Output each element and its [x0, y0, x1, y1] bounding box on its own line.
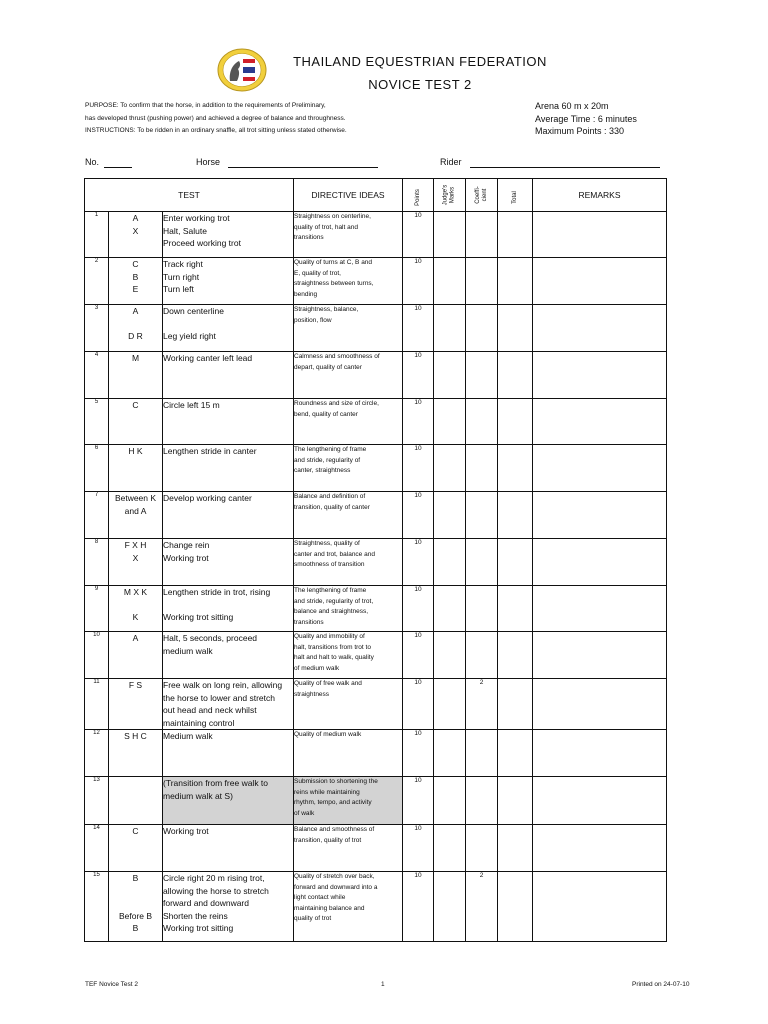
- directive-text: Straightness, balance,: [294, 306, 359, 313]
- marker-text: F S: [128, 680, 143, 690]
- purpose-text: [85, 100, 505, 138]
- movement-text: medium walk: [163, 645, 213, 656]
- movement-text: allowing the horse to stretch: [163, 885, 269, 896]
- movement-text: Leg yield right: [163, 331, 216, 341]
- marker-text: E: [132, 284, 139, 294]
- federation-logo: [217, 48, 267, 92]
- movement-cell: [163, 825, 294, 872]
- movement-number: 1: [85, 212, 109, 258]
- marker-text: C: [132, 826, 139, 836]
- movement-number: 9: [85, 586, 109, 632]
- directive-cell: [294, 492, 403, 539]
- movement-cell: [163, 679, 294, 730]
- marker-cell: [109, 679, 163, 730]
- directive-cell: [294, 399, 403, 445]
- total-cell[interactable]: [498, 399, 533, 445]
- total-cell[interactable]: [498, 258, 533, 305]
- movement-cell: [163, 258, 294, 305]
- points-cell: 10: [403, 492, 434, 539]
- points-cell: 10: [403, 258, 434, 305]
- table-row: [85, 679, 667, 730]
- remarks-cell[interactable]: [533, 632, 667, 679]
- judges-marks-cell[interactable]: [434, 679, 466, 730]
- rider-field[interactable]: [470, 167, 660, 168]
- movement-cell: [163, 445, 294, 492]
- table-row: [85, 352, 667, 399]
- marker-cell: [109, 352, 163, 399]
- movement-text: Develop working canter: [163, 493, 252, 503]
- remarks-cell[interactable]: [533, 679, 667, 730]
- movement-cell: [163, 352, 294, 399]
- movement-text: Turn left: [163, 284, 194, 294]
- average-time: Average Time : 6 minutes: [535, 113, 637, 124]
- judges-marks-cell[interactable]: [434, 632, 466, 679]
- movement-cell: [163, 586, 294, 632]
- judges-marks-cell[interactable]: [434, 399, 466, 445]
- movement-text: Halt, 5 seconds, proceed: [163, 633, 258, 643]
- movement-text: Working canter left lead: [163, 353, 253, 363]
- remarks-cell[interactable]: [533, 305, 667, 352]
- total-cell[interactable]: [498, 445, 533, 492]
- coefficient-cell: [466, 492, 498, 539]
- marker-cell: [109, 825, 163, 872]
- no-field[interactable]: [104, 167, 132, 168]
- points-cell: 10: [403, 872, 434, 942]
- movement-cell: [163, 872, 294, 942]
- marker-cell: [109, 399, 163, 445]
- movement-cell: [163, 730, 294, 777]
- marker-cell: [109, 730, 163, 777]
- directive-text: forward and downward into a: [294, 883, 378, 891]
- table-row: [85, 632, 667, 679]
- remarks-cell[interactable]: [533, 586, 667, 632]
- movement-cell: [163, 777, 294, 825]
- total-cell[interactable]: [498, 492, 533, 539]
- marker-text: S H C: [124, 731, 147, 741]
- movement-text: medium walk at S): [163, 790, 233, 801]
- directive-text: Calmness and smoothness of: [294, 353, 380, 360]
- coefficient-cell: 2: [466, 872, 498, 942]
- directive-cell: [294, 539, 403, 586]
- directive-text: halt and halt to walk, quality: [294, 654, 374, 661]
- marker-cell: [109, 258, 163, 305]
- total-cell[interactable]: [498, 777, 533, 825]
- judges-marks-cell[interactable]: [434, 445, 466, 492]
- purpose-line: has developed thrust (pushing power) and achieved a degree of balance and throughness.: [85, 114, 346, 122]
- points-cell: 10: [403, 679, 434, 730]
- movement-text: Medium walk: [163, 731, 213, 741]
- directive-text: Balance and definition of: [294, 493, 366, 500]
- movement-number: 11: [85, 679, 109, 730]
- footer-test-name: TEF Novice Test 2: [85, 981, 138, 988]
- test-sheet-table: [84, 178, 667, 942]
- points-cell: 10: [403, 212, 434, 258]
- directive-text: Quality of turns at C, B and: [294, 259, 373, 266]
- marker-text: C: [132, 259, 139, 269]
- marker-text: [109, 318, 162, 331]
- marker-text: [109, 237, 162, 250]
- table-row: [85, 730, 667, 777]
- total-cell[interactable]: [498, 679, 533, 730]
- movement-text: Lengthen stride in canter: [163, 446, 257, 456]
- movement-number: 3: [85, 305, 109, 352]
- table-row: [85, 539, 667, 586]
- directive-text: smoothness of transition: [294, 561, 365, 568]
- directive-text: Submission to shortening the: [294, 778, 378, 785]
- total-cell[interactable]: [498, 539, 533, 586]
- directive-text: depart, quality of canter: [294, 363, 362, 371]
- horse-label: Horse: [196, 157, 221, 167]
- directive-text: bending: [294, 290, 318, 298]
- directive-cell: [294, 352, 403, 399]
- directive-text: transition, quality of canter: [294, 503, 370, 511]
- points-cell: 10: [403, 825, 434, 872]
- marker-text: M: [131, 353, 140, 363]
- horse-field[interactable]: [228, 167, 378, 168]
- movement-number: 6: [85, 445, 109, 492]
- movement-text: [163, 599, 293, 612]
- marker-text: [109, 777, 162, 790]
- marker-text: C: [132, 400, 139, 410]
- movement-number: 8: [85, 539, 109, 586]
- marker-text: D R: [128, 331, 143, 341]
- footer-printed-date: Printed on 24-07-10: [632, 981, 690, 988]
- marker-text: H K: [128, 446, 143, 456]
- directive-text: maintaining balance and: [294, 904, 365, 912]
- no-label: No.: [85, 157, 100, 167]
- remarks-cell[interactable]: [533, 445, 667, 492]
- movement-cell: [163, 632, 294, 679]
- points-cell: 10: [403, 352, 434, 399]
- marker-text: B: [132, 271, 139, 282]
- movement-text: Shorten the reins: [163, 910, 228, 921]
- remarks-cell[interactable]: [533, 258, 667, 305]
- coefficient-cell: [466, 586, 498, 632]
- movement-text: [163, 318, 293, 331]
- coefficient-cell: [466, 352, 498, 399]
- directive-text: quality of trot, halt and: [294, 223, 358, 231]
- remarks-cell[interactable]: [533, 352, 667, 399]
- directive-text: reins while maintaining: [294, 788, 360, 796]
- table-row: [85, 305, 667, 352]
- coefficient-cell: 2: [466, 679, 498, 730]
- judges-marks-cell[interactable]: [434, 586, 466, 632]
- marker-cell: [109, 305, 163, 352]
- movement-text: Enter working trot: [163, 213, 230, 223]
- remarks-cell[interactable]: [533, 825, 667, 872]
- marker-cell: [109, 492, 163, 539]
- marker-text: [109, 897, 162, 910]
- movement-number: 12: [85, 730, 109, 777]
- points-cell: 10: [403, 777, 434, 825]
- remarks-cell[interactable]: [533, 777, 667, 825]
- table-row: [85, 258, 667, 305]
- coefficient-cell: [466, 445, 498, 492]
- total-cell[interactable]: [498, 632, 533, 679]
- directive-text: straightness between turns,: [294, 280, 374, 287]
- remarks-column-header: REMARKS: [533, 179, 667, 212]
- movement-text: Lengthen stride in trot, rising: [163, 587, 271, 597]
- directive-text: balance and straightness,: [294, 608, 369, 615]
- test-title: NOVICE TEST 2: [368, 77, 472, 92]
- directive-text: position, flow: [294, 316, 332, 324]
- movement-text: Track right: [163, 259, 203, 269]
- points-cell: 10: [403, 632, 434, 679]
- remarks-cell[interactable]: [533, 492, 667, 539]
- coefficient-cell: [466, 399, 498, 445]
- movement-text: Working trot: [163, 552, 209, 563]
- directive-text: rhythm, tempo, and activity: [294, 799, 372, 806]
- footer-page-number: 1: [381, 981, 385, 988]
- movement-text: (Transition from free walk to: [163, 778, 269, 788]
- directive-text: Balance and smoothness of: [294, 826, 375, 833]
- remarks-cell[interactable]: [533, 872, 667, 942]
- judges-marks-cell[interactable]: [434, 825, 466, 872]
- judges-marks-cell[interactable]: [434, 305, 466, 352]
- directive-text: Straightness, quality of: [294, 540, 360, 547]
- movement-number: 4: [85, 352, 109, 399]
- judges-marks-column-header: Judge's Marks: [434, 179, 466, 212]
- directive-text: Quality of stretch over back,: [294, 873, 375, 880]
- movement-text: out head and neck whilst: [163, 705, 257, 715]
- movement-text: the horse to lower and stretch: [163, 692, 275, 703]
- marker-text: B: [132, 873, 139, 883]
- directive-text: halt, transitions from trot to: [294, 643, 371, 651]
- movement-text: Working trot: [163, 826, 209, 836]
- directive-column-header: DIRECTIVE IDEAS: [294, 179, 403, 212]
- marker-text: M X K: [123, 587, 148, 597]
- directive-cell: [294, 872, 403, 942]
- movement-number: 5: [85, 399, 109, 445]
- total-cell[interactable]: [498, 730, 533, 777]
- table-row: [85, 399, 667, 445]
- marker-text: X: [132, 552, 139, 563]
- directive-text: and stride, regularity of: [294, 456, 361, 464]
- table-row: [85, 586, 667, 632]
- movement-text: Circle left 15 m: [163, 400, 220, 410]
- purpose-line: PURPOSE: To confirm that the horse, in addition to the requirements of Preliminary,: [85, 102, 326, 109]
- movement-number: 2: [85, 258, 109, 305]
- movement-text: Turn right: [163, 271, 200, 282]
- movement-cell: [163, 492, 294, 539]
- total-cell[interactable]: [498, 212, 533, 258]
- directive-text: Quality of free walk and: [294, 680, 362, 687]
- directive-text: of walk: [294, 809, 315, 817]
- movement-cell: [163, 305, 294, 352]
- directive-text: Quality and immobility of: [294, 633, 365, 640]
- movement-cell: [163, 399, 294, 445]
- coefficient-column-header: Coeffi- cient: [466, 179, 498, 212]
- marker-text: F X H: [124, 540, 147, 550]
- arena-info: [535, 100, 637, 138]
- directive-cell: [294, 305, 403, 352]
- directive-text: of medium walk: [294, 664, 340, 672]
- directive-text: transitions: [294, 618, 324, 626]
- total-cell[interactable]: [498, 305, 533, 352]
- arena-size: Arena 60 m x 20m: [535, 101, 609, 111]
- coefficient-cell: [466, 258, 498, 305]
- remarks-cell[interactable]: [533, 539, 667, 586]
- test-column-header: TEST: [85, 179, 294, 212]
- marker-text: and A: [124, 505, 147, 516]
- judges-marks-cell[interactable]: [434, 492, 466, 539]
- directive-cell: [294, 777, 403, 825]
- remarks-cell[interactable]: [533, 212, 667, 258]
- marker-cell: [109, 445, 163, 492]
- movement-cell: [163, 212, 294, 258]
- table-row: [85, 212, 667, 258]
- movement-number: 7: [85, 492, 109, 539]
- movement-number: 13: [85, 777, 109, 825]
- table-row: [85, 825, 667, 872]
- marker-text: Before B: [118, 910, 153, 921]
- federation-title: THAILAND EQUESTRIAN FEDERATION: [293, 54, 547, 69]
- marker-text: A: [132, 633, 139, 643]
- marker-cell: [109, 632, 163, 679]
- marker-cell: [109, 212, 163, 258]
- points-cell: 10: [403, 399, 434, 445]
- directive-text: and stride, regularity of trot,: [294, 597, 374, 605]
- movement-text: forward and downward: [163, 898, 249, 908]
- directive-text: transitions: [294, 234, 324, 241]
- points-cell: 10: [403, 305, 434, 352]
- coefficient-cell: [466, 305, 498, 352]
- judges-marks-cell[interactable]: [434, 777, 466, 825]
- directive-text: The lengthening of frame: [294, 587, 367, 594]
- movement-text: Down centerline: [163, 306, 224, 316]
- directive-text: Roundness and size of circle,: [294, 400, 379, 407]
- directive-text: straightness: [294, 690, 330, 698]
- points-column-header: Points: [403, 179, 434, 212]
- directive-text: Straightness on centerline,: [294, 213, 371, 220]
- movement-text: Working trot sitting: [163, 612, 234, 622]
- marker-text: [109, 885, 162, 898]
- rider-label: Rider: [440, 157, 462, 167]
- total-cell[interactable]: [498, 825, 533, 872]
- points-cell: 10: [403, 586, 434, 632]
- directive-cell: [294, 679, 403, 730]
- directive-text: Quality of medium walk: [294, 731, 362, 738]
- judges-marks-cell[interactable]: [434, 258, 466, 305]
- directive-cell: [294, 212, 403, 258]
- movement-text: Circle right 20 m rising trot,: [163, 873, 265, 883]
- coefficient-cell: [466, 212, 498, 258]
- marker-text: Between K: [114, 493, 157, 503]
- directive-cell: [294, 258, 403, 305]
- table-row: [85, 777, 667, 825]
- judges-marks-cell[interactable]: [434, 539, 466, 586]
- movement-text: maintaining control: [163, 717, 235, 728]
- directive-cell: [294, 632, 403, 679]
- directive-cell: [294, 586, 403, 632]
- movement-text: Working trot sitting: [163, 923, 234, 933]
- directive-cell: [294, 730, 403, 777]
- movement-text: Free walk on long rein, allowing: [163, 680, 283, 690]
- marker-cell: [109, 586, 163, 632]
- marker-text: A: [132, 306, 139, 316]
- marker-text: X: [132, 225, 139, 236]
- coefficient-cell: [466, 730, 498, 777]
- table-row: [85, 445, 667, 492]
- movement-number: 14: [85, 825, 109, 872]
- remarks-cell[interactable]: [533, 730, 667, 777]
- judges-marks-cell[interactable]: [434, 212, 466, 258]
- judges-marks-cell[interactable]: [434, 352, 466, 399]
- remarks-cell[interactable]: [533, 399, 667, 445]
- instructions-line: INSTRUCTIONS: To be ridden in an ordinary snaffle, all trot sitting unless stated otherwise.: [85, 127, 347, 134]
- total-cell[interactable]: [498, 352, 533, 399]
- directive-text: bend, quality of canter: [294, 410, 358, 418]
- points-cell: 10: [403, 539, 434, 586]
- movement-number: 10: [85, 632, 109, 679]
- directive-text: transition, quality of trot: [294, 836, 362, 844]
- directive-cell: [294, 825, 403, 872]
- marker-text: A: [132, 213, 139, 223]
- movement-text: Proceed working trot: [163, 238, 241, 248]
- directive-text: E, quality of trot,: [294, 269, 341, 277]
- total-column-header: Total: [498, 179, 533, 212]
- directive-cell: [294, 445, 403, 492]
- coefficient-cell: [466, 632, 498, 679]
- coefficient-cell: [466, 825, 498, 872]
- marker-cell: [109, 872, 163, 942]
- points-cell: 10: [403, 445, 434, 492]
- directive-text: The lengthening of frame: [294, 446, 367, 453]
- movement-cell: [163, 539, 294, 586]
- directive-text: canter and trot, balance and: [294, 550, 375, 558]
- coefficient-cell: [466, 539, 498, 586]
- marker-text: K: [132, 612, 139, 622]
- movement-text: Change rein: [163, 540, 210, 550]
- movement-number: 15: [85, 872, 109, 942]
- table-row: [85, 492, 667, 539]
- table-header-row: [85, 179, 667, 212]
- movement-text: Halt, Salute: [163, 225, 207, 236]
- total-cell[interactable]: [498, 872, 533, 942]
- marker-cell: [109, 539, 163, 586]
- coefficient-cell: [466, 777, 498, 825]
- judges-marks-cell[interactable]: [434, 872, 466, 942]
- directive-text: quality of trot: [294, 915, 332, 922]
- directive-text: canter, straightness: [294, 467, 351, 474]
- marker-cell: [109, 777, 163, 825]
- directive-text: light contact while: [294, 894, 346, 901]
- judges-marks-cell[interactable]: [434, 730, 466, 777]
- marker-text: [109, 599, 162, 612]
- marker-text: B: [132, 923, 139, 933]
- maximum-points: Maximum Points : 330: [535, 126, 625, 136]
- table-row: [85, 872, 667, 942]
- points-cell: 10: [403, 730, 434, 777]
- total-cell[interactable]: [498, 586, 533, 632]
